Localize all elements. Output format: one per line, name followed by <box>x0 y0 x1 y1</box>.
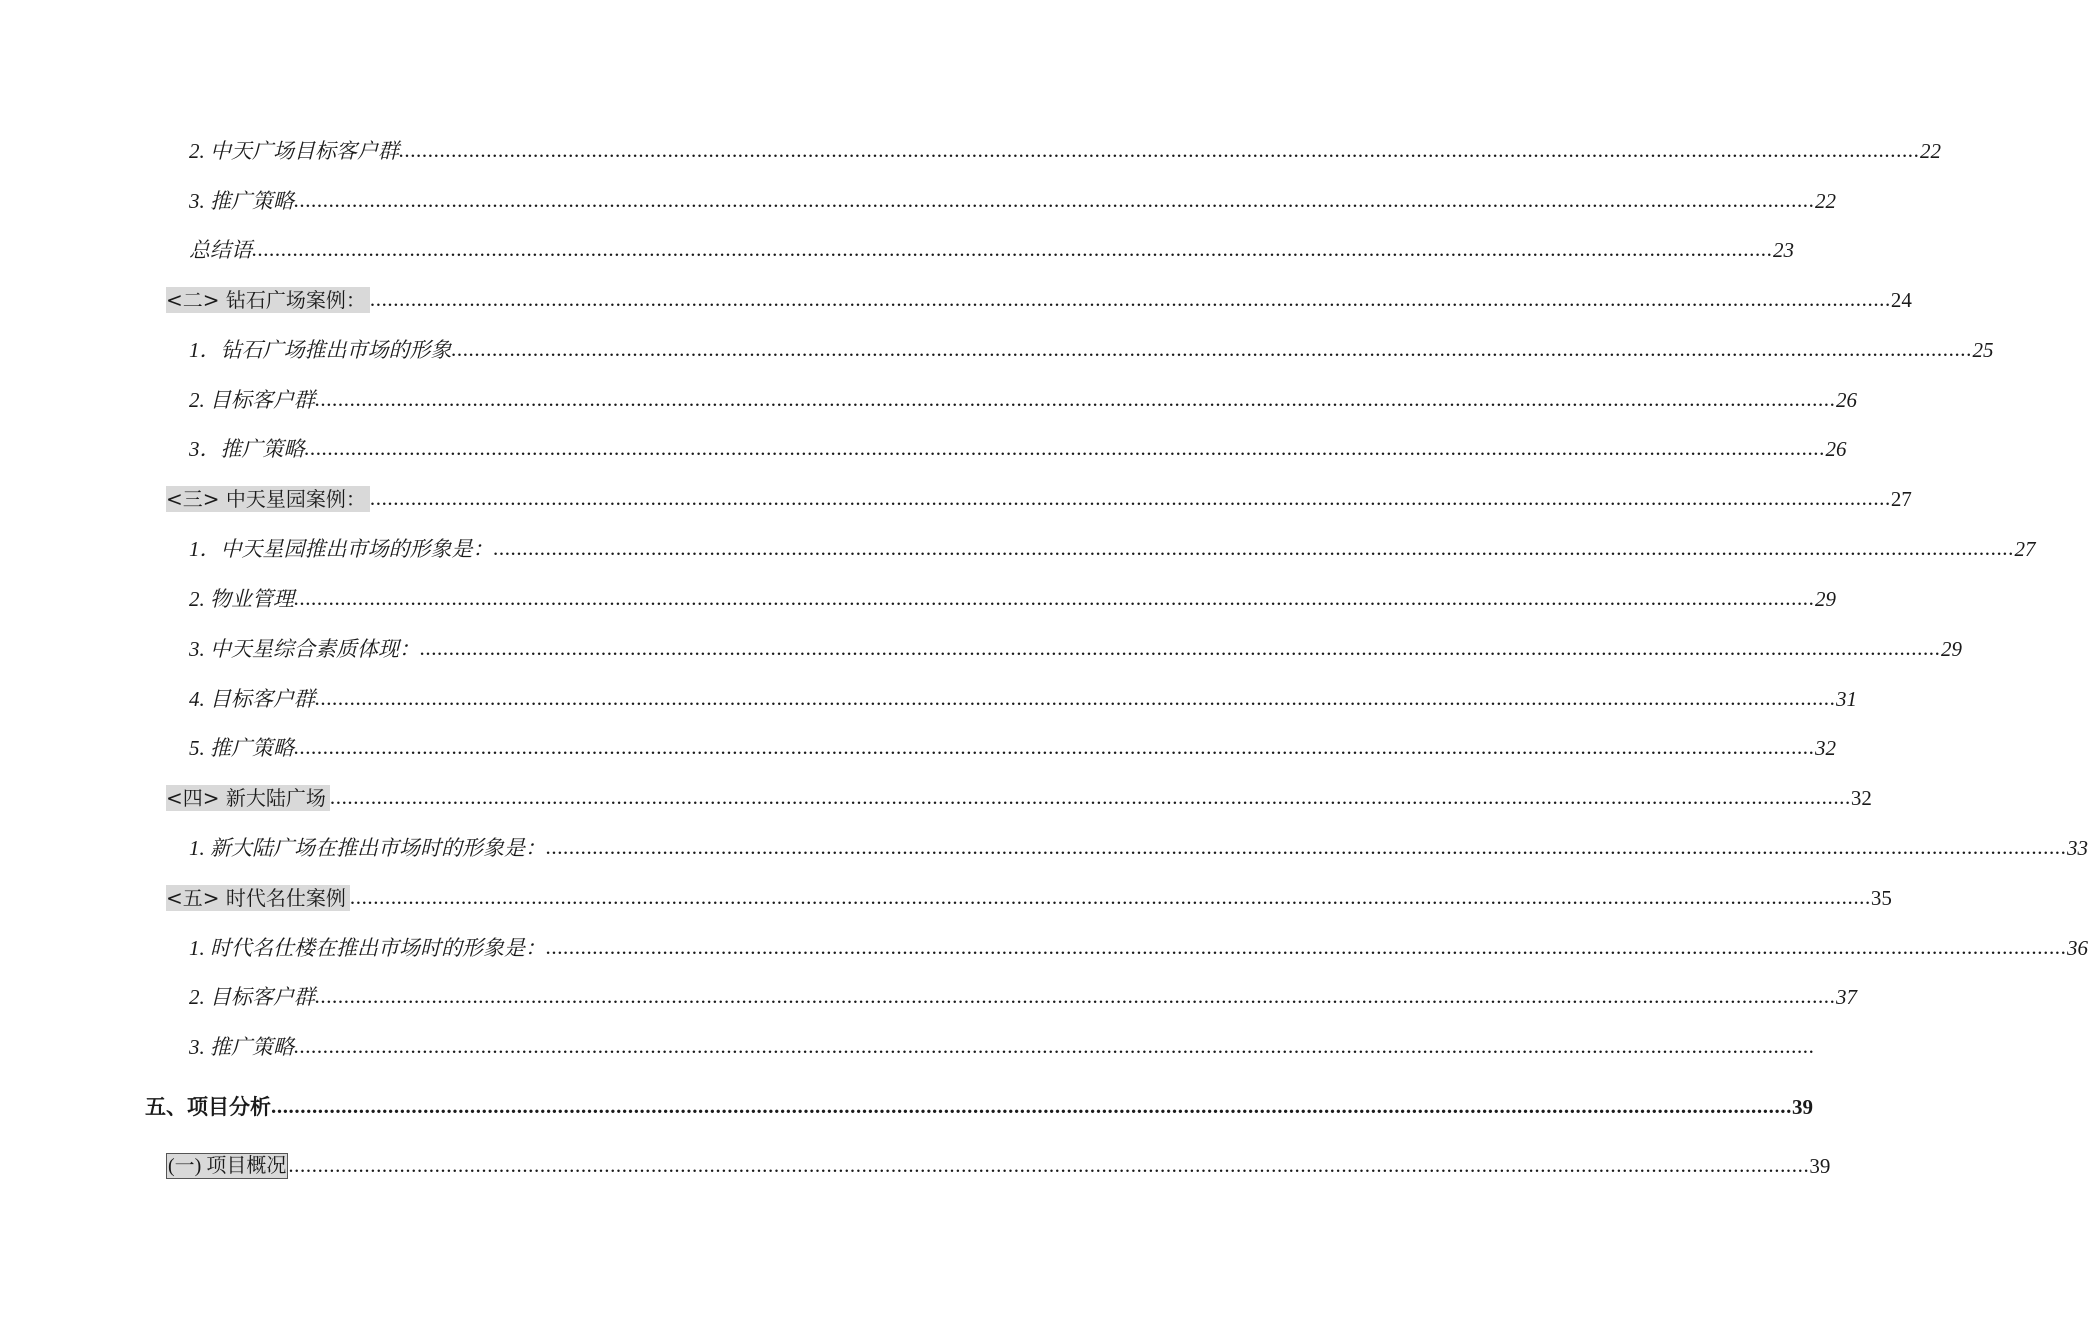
toc-page-number: 31 <box>1836 687 1857 711</box>
toc-page-number: 39 <box>1809 1154 1831 1178</box>
dot-leader: .................................................................................................................................................................................................................................................................... <box>315 387 1836 411</box>
toc-entry[interactable] <box>189 636 1962 662</box>
toc-entry[interactable] <box>189 387 1857 413</box>
toc-entry[interactable] <box>189 686 1857 712</box>
toc-page-number: 23 <box>1773 238 1794 262</box>
toc-entry[interactable] <box>189 237 1794 263</box>
dot-leader: .................................................................................................................................................................................................................................................................... <box>294 188 1815 212</box>
toc-section-label: (一) 项目概况 <box>168 1155 287 1177</box>
toc-entry-label: 3. 推广策略 <box>189 189 294 213</box>
toc-section-label: <二> 钻石广场案例： <box>166 287 370 313</box>
toc-entry-label: 3. 中天星综合素质体现： <box>189 637 420 661</box>
toc-entry-label: 2. 中天广场目标客户群 <box>189 139 399 163</box>
dot-leader: .................................................................................................................................................................................................................................................................... <box>451 337 1973 361</box>
toc-entry-label: 1. 新大陆广场在推出市场时的形象是： <box>189 836 546 860</box>
dot-leader: .................................................................................................................................................................................................................................................................... <box>369 287 1891 311</box>
toc-entry-label: 4. 目标客户群 <box>189 687 315 711</box>
toc-page-number: 33 <box>2067 836 2088 860</box>
toc-page-number: 27 <box>1890 487 1912 511</box>
toc-entry-section[interactable] <box>166 486 1912 512</box>
dot-leader: .................................................................................................................................................................................................................................................................... <box>271 1094 1792 1118</box>
toc-page-number: 26 <box>1825 437 1847 461</box>
toc-page-number: 29 <box>1815 587 1836 611</box>
toc-entry[interactable] <box>189 337 1994 363</box>
toc-page-number: 37 <box>1836 985 1857 1009</box>
toc-entry-section[interactable] <box>166 287 1912 313</box>
dot-leader: .................................................................................................................................................................................................................................................................... <box>304 436 1826 460</box>
toc-entry-label: 1. 时代名仕楼在推出市场时的形象是： <box>189 936 546 960</box>
toc-entry[interactable] <box>189 835 2088 861</box>
toc-entry[interactable] <box>189 935 2088 961</box>
toc-section-label: <四> 新大陆广场 <box>166 785 330 811</box>
toc-entry-label: 2. 目标客户群 <box>189 985 315 1009</box>
toc-entry-label: 3. 推广策略 <box>189 1035 294 1059</box>
toc-entry[interactable] <box>189 586 1836 612</box>
toc-entry[interactable] <box>189 735 1836 761</box>
toc-page-number: 35 <box>1870 886 1892 910</box>
toc-entry[interactable] <box>189 188 1836 214</box>
toc-page-number: 26 <box>1836 388 1857 412</box>
toc-entry[interactable] <box>189 436 1847 462</box>
toc-entry-label: 1．中天星园推出市场的形象是： <box>189 537 494 561</box>
toc-page-number: 22 <box>1815 189 1836 213</box>
toc-page-number: 27 <box>2014 537 2036 561</box>
toc-entry-label: 总结语 <box>189 238 252 262</box>
toc-entry-section[interactable] <box>166 785 1872 811</box>
dot-leader: .................................................................................................................................................................................................................................................................... <box>294 735 1815 759</box>
toc-section-label: <三> 中天星园案例： <box>166 486 370 512</box>
dot-leader: .................................................................................................................................................................................................................................................................... <box>420 636 1941 660</box>
toc-page-number: 36 <box>2067 936 2088 960</box>
dot-leader: .................................................................................................................................................................................................................................................................... <box>369 486 1891 510</box>
toc-entry-label: 2. 物业管理 <box>189 587 294 611</box>
dot-leader: .................................................................................................................................................................................................................................................................... <box>546 835 2067 859</box>
dot-leader: .................................................................................................................................................................................................................................................................... <box>546 935 2067 959</box>
toc-entry-label: 3．推广策略 <box>189 437 305 461</box>
toc-page-number: 22 <box>1920 139 1941 163</box>
dot-leader: .................................................................................................................................................................................................................................................................... <box>399 138 1920 162</box>
toc-entry-label: 2. 目标客户群 <box>189 388 315 412</box>
toc-section-label: <五> 时代名仕案例 <box>166 885 350 911</box>
toc-page-number: 39 <box>1792 1095 1813 1119</box>
dot-leader: .................................................................................................................................................................................................................................................................... <box>315 686 1836 710</box>
toc-page-number: 24 <box>1890 288 1912 312</box>
dot-leader: .................................................................................................................................................................................................................................................................... <box>288 1153 1810 1177</box>
toc-entry-section[interactable] <box>166 1153 1831 1179</box>
dot-leader: .................................................................................................................................................................................................................................................................... <box>252 237 1773 261</box>
toc-entry-chapter[interactable] <box>145 1094 1813 1120</box>
toc-page-number: 25 <box>1972 338 1994 362</box>
toc-entry-section[interactable] <box>166 885 1892 911</box>
toc-entry[interactable] <box>189 984 1857 1010</box>
dot-leader: .................................................................................................................................................................................................................................................................... <box>349 885 1871 909</box>
dot-leader: .................................................................................................................................................................................................................................................................... <box>493 536 2015 560</box>
dot-leader: .................................................................................................................................................................................................................................................................... <box>329 785 1851 809</box>
toc-page-number: 32 <box>1815 736 1836 760</box>
toc-entry[interactable] <box>189 536 2036 562</box>
dot-leader: .................................................................................................................................................................................................................................................................... <box>294 586 1815 610</box>
toc-entry[interactable] <box>189 138 1941 164</box>
toc-entry-label: 5. 推广策略 <box>189 736 294 760</box>
dot-leader: .................................................................................................................................................................................................................................................................... <box>294 1034 1815 1058</box>
toc-page-number: 32 <box>1850 786 1872 810</box>
toc-page-number: 29 <box>1941 637 1962 661</box>
toc-chapter-label: 五、项目分析 <box>145 1095 271 1119</box>
toc-entry[interactable] <box>189 1034 1815 1060</box>
toc-entry-label: 1．钻石广场推出市场的形象 <box>189 338 452 362</box>
dot-leader: .................................................................................................................................................................................................................................................................... <box>315 984 1836 1008</box>
